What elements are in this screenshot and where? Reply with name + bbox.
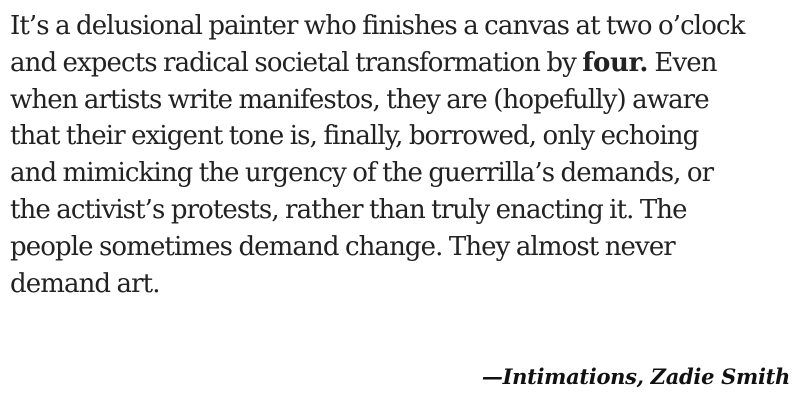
quote-line-3: when artists write manifestos, they are (hopefully) aware	[10, 84, 709, 115]
quote-line-7: people sometimes demand change. They almost never	[10, 231, 675, 262]
quote-line-8: demand art.	[10, 268, 160, 299]
quote-line-4: that their exigent tone is, finally, borrowed, only echoing	[10, 121, 699, 152]
emphasized-word: four.	[582, 47, 649, 78]
quote-attribution: —Intimations, Zadie Smith	[481, 364, 790, 389]
quote-line-1: It’s a delusional painter who finishes a canvas at two o’clock	[10, 11, 745, 41]
quote-line-2	[10, 45, 792, 82]
quote-line-6: the activist’s protests, rather than truly enacting it. The	[10, 194, 687, 225]
quote-passage	[10, 8, 792, 302]
quote-line-5: and mimicking the urgency of the guerrilla’s demands, or	[10, 158, 714, 189]
quote-line-2-end: Even	[654, 47, 717, 78]
quote-line-2-start: and expects radical societal transformation by	[10, 47, 576, 78]
